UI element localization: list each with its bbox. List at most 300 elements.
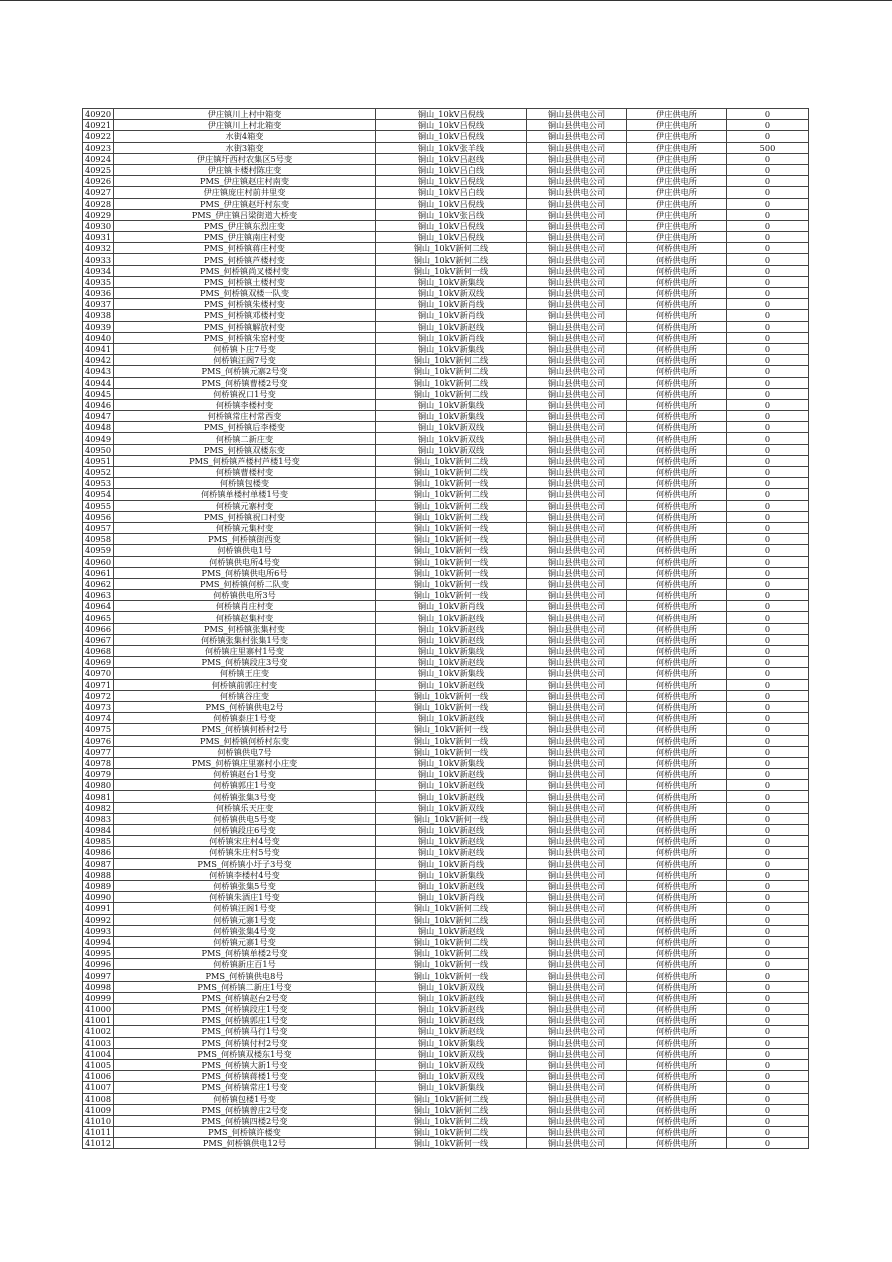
- record-id-cell: 40921: [83, 120, 114, 131]
- record-id-cell: 40971: [83, 679, 114, 690]
- line-name-cell: 铜山_10kV新肖线: [376, 332, 527, 343]
- transformer-name-cell: 何桥镇泰庄1号变: [114, 713, 376, 724]
- table-row: [83, 153, 809, 164]
- record-id-cell: 40973: [83, 701, 114, 712]
- line-name-cell: 铜山_10kV新赵线: [376, 713, 527, 724]
- value-cell: 0: [727, 1048, 809, 1059]
- station-cell: 何桥供电所: [627, 701, 727, 712]
- company-cell: 铜山县供电公司: [527, 780, 627, 791]
- value-cell: 0: [727, 1138, 809, 1149]
- station-cell: 何桥供电所: [627, 959, 727, 970]
- station-cell: 何桥供电所: [627, 444, 727, 455]
- value-cell: 0: [727, 120, 809, 131]
- company-cell: 铜山县供电公司: [527, 1004, 627, 1015]
- line-name-cell: 铜山_10kV新集线: [376, 1082, 527, 1093]
- transformer-name-cell: PMS_何桥镇供电2号: [114, 701, 376, 712]
- transformer-name-cell: 何桥镇朱庄村5号变: [114, 847, 376, 858]
- line-name-cell: 铜山_10kV新何二线: [376, 254, 527, 265]
- line-name-cell: 铜山_10kV新何二线: [376, 1104, 527, 1115]
- line-name-cell: 铜山_10kV新赵线: [376, 847, 527, 858]
- station-cell: 何桥供电所: [627, 813, 727, 824]
- table-row: [83, 623, 809, 634]
- record-id-cell: 41011: [83, 1127, 114, 1138]
- value-cell: 0: [727, 109, 809, 120]
- record-id-cell: 40927: [83, 187, 114, 198]
- line-name-cell: 铜山_10kV新赵线: [376, 1004, 527, 1015]
- record-id-cell: 40936: [83, 288, 114, 299]
- station-cell: 伊庄供电所: [627, 220, 727, 231]
- company-cell: 铜山县供电公司: [527, 746, 627, 757]
- table-row: [83, 444, 809, 455]
- station-cell: 何桥供电所: [627, 388, 727, 399]
- record-id-cell: 40941: [83, 343, 114, 354]
- table-row: [83, 1004, 809, 1015]
- table-row: [83, 668, 809, 679]
- table-row: [83, 590, 809, 601]
- transformer-name-cell: PMS_何桥镇张集村变: [114, 623, 376, 634]
- transformer-name-cell: PMS_何桥镇郭庄1号变: [114, 1015, 376, 1026]
- company-cell: 铜山县供电公司: [527, 1138, 627, 1149]
- company-cell: 铜山县供电公司: [527, 925, 627, 936]
- value-cell: 0: [727, 288, 809, 299]
- company-cell: 铜山县供电公司: [527, 164, 627, 175]
- value-cell: 0: [727, 411, 809, 422]
- line-name-cell: 铜山_10kV新肖线: [376, 892, 527, 903]
- value-cell: 0: [727, 780, 809, 791]
- company-cell: 铜山县供电公司: [527, 511, 627, 522]
- line-name-cell: 铜山_10kV吕倪线: [376, 198, 527, 209]
- transformer-name-cell: 何桥镇汪阁1号变: [114, 903, 376, 914]
- transformer-name-cell: 伊庄镇庞庄村前井里变: [114, 187, 376, 198]
- line-name-cell: 铜山_10kV新何二线: [376, 243, 527, 254]
- station-cell: 何桥供电所: [627, 567, 727, 578]
- table-row: [83, 970, 809, 981]
- transformer-name-cell: PMS_何桥镇蒋楼1号变: [114, 1071, 376, 1082]
- line-name-cell: 铜山_10kV新赵线: [376, 623, 527, 634]
- transformer-name-cell: PMS_何桥镇马行1号变: [114, 1026, 376, 1037]
- line-name-cell: 铜山_10kV新何一线: [376, 970, 527, 981]
- table-row: [83, 769, 809, 780]
- record-id-cell: 40972: [83, 690, 114, 701]
- company-cell: 铜山县供电公司: [527, 355, 627, 366]
- line-name-cell: 铜山_10kV新双线: [376, 1048, 527, 1059]
- transformer-name-cell: PMS_何桥镇段庄3号变: [114, 657, 376, 668]
- company-cell: 铜山县供电公司: [527, 668, 627, 679]
- transformer-name-cell: PMS_何桥镇曹楼2号变: [114, 377, 376, 388]
- line-name-cell: 铜山_10kV新何一线: [376, 522, 527, 533]
- value-cell: 0: [727, 220, 809, 231]
- line-name-cell: 铜山_10kV新双线: [376, 1071, 527, 1082]
- transformer-name-cell: 何桥镇王庄变: [114, 668, 376, 679]
- line-name-cell: 铜山_10kV吕白线: [376, 187, 527, 198]
- table-row: [83, 903, 809, 914]
- transformer-name-cell: PMS_何桥镇芦楼村变: [114, 254, 376, 265]
- company-cell: 铜山县供电公司: [527, 411, 627, 422]
- record-id-cell: 40947: [83, 411, 114, 422]
- station-cell: 何桥供电所: [627, 981, 727, 992]
- line-name-cell: 铜山_10kV新赵线: [376, 836, 527, 847]
- record-id-cell: 40986: [83, 847, 114, 858]
- station-cell: 何桥供电所: [627, 769, 727, 780]
- table-row: [83, 1071, 809, 1082]
- station-cell: 何桥供电所: [627, 578, 727, 589]
- transformer-name-cell: 何桥镇郭庄1号变: [114, 780, 376, 791]
- record-id-cell: 41001: [83, 1015, 114, 1026]
- table-row: [83, 858, 809, 869]
- record-id-cell: 40945: [83, 388, 114, 399]
- table-row: [83, 780, 809, 791]
- station-cell: 伊庄供电所: [627, 109, 727, 120]
- value-cell: 0: [727, 836, 809, 847]
- company-cell: 铜山县供电公司: [527, 567, 627, 578]
- record-id-cell: 40938: [83, 310, 114, 321]
- record-id-cell: 40998: [83, 981, 114, 992]
- record-id-cell: 40939: [83, 321, 114, 332]
- company-cell: 铜山县供电公司: [527, 634, 627, 645]
- transformer-name-cell: 何桥镇供电5号变: [114, 813, 376, 824]
- record-id-cell: 40969: [83, 657, 114, 668]
- line-name-cell: 铜山_10kV新赵线: [376, 612, 527, 623]
- record-id-cell: 40942: [83, 355, 114, 366]
- company-cell: 铜山县供电公司: [527, 813, 627, 824]
- station-cell: 何桥供电所: [627, 556, 727, 567]
- station-cell: 何桥供电所: [627, 735, 727, 746]
- company-cell: 铜山县供电公司: [527, 612, 627, 623]
- company-cell: 铜山县供电公司: [527, 232, 627, 243]
- record-id-cell: 40974: [83, 713, 114, 724]
- table-row: [83, 925, 809, 936]
- line-name-cell: 铜山_10kV新肖线: [376, 601, 527, 612]
- company-cell: 铜山县供电公司: [527, 892, 627, 903]
- line-name-cell: 铜山_10kV新赵线: [376, 880, 527, 891]
- company-cell: 铜山县供电公司: [527, 847, 627, 858]
- line-name-cell: 铜山_10kV吕倪线: [376, 232, 527, 243]
- record-id-cell: 40926: [83, 176, 114, 187]
- station-cell: 何桥供电所: [627, 254, 727, 265]
- transformer-name-cell: PMS_何桥镇许楼变: [114, 1127, 376, 1138]
- table-row: [83, 254, 809, 265]
- line-name-cell: 铜山_10kV新何一线: [376, 690, 527, 701]
- transformer-name-cell: PMS_何桥镇解放村变: [114, 321, 376, 332]
- company-cell: 铜山县供电公司: [527, 713, 627, 724]
- transformer-name-cell: PMS_何桥镇土楼村变: [114, 276, 376, 287]
- data-table: [82, 108, 809, 1149]
- value-cell: 0: [727, 321, 809, 332]
- company-cell: 铜山县供电公司: [527, 590, 627, 601]
- company-cell: 铜山县供电公司: [527, 825, 627, 836]
- transformer-name-cell: 何桥镇常庄村常西变: [114, 411, 376, 422]
- value-cell: 0: [727, 332, 809, 343]
- line-name-cell: 铜山_10kV吕倪线: [376, 109, 527, 120]
- company-cell: 铜山县供电公司: [527, 914, 627, 925]
- table-row: [83, 1026, 809, 1037]
- record-id-cell: 40961: [83, 567, 114, 578]
- record-id-cell: 40967: [83, 634, 114, 645]
- record-id-cell: 41002: [83, 1026, 114, 1037]
- company-cell: 铜山县供电公司: [527, 992, 627, 1003]
- company-cell: 铜山县供电公司: [527, 959, 627, 970]
- station-cell: 何桥供电所: [627, 332, 727, 343]
- station-cell: 何桥供电所: [627, 500, 727, 511]
- station-cell: 伊庄供电所: [627, 153, 727, 164]
- company-cell: 铜山县供电公司: [527, 970, 627, 981]
- company-cell: 铜山县供电公司: [527, 254, 627, 265]
- station-cell: 何桥供电所: [627, 668, 727, 679]
- company-cell: 铜山县供电公司: [527, 1059, 627, 1070]
- table-row: [83, 399, 809, 410]
- table-row: [83, 489, 809, 500]
- value-cell: 0: [727, 254, 809, 265]
- record-id-cell: 40963: [83, 590, 114, 601]
- station-cell: 何桥供电所: [627, 511, 727, 522]
- value-cell: 0: [727, 366, 809, 377]
- value-cell: 0: [727, 265, 809, 276]
- line-name-cell: 铜山_10kV新何二线: [376, 388, 527, 399]
- table-row: [83, 1015, 809, 1026]
- table-row: [83, 299, 809, 310]
- record-id-cell: 40966: [83, 623, 114, 634]
- station-cell: 何桥供电所: [627, 299, 727, 310]
- transformer-name-cell: 何桥镇张集5号变: [114, 880, 376, 891]
- transformer-name-cell: PMS_何桥镇段庄1号变: [114, 1004, 376, 1015]
- station-cell: 何桥供电所: [627, 914, 727, 925]
- value-cell: 0: [727, 299, 809, 310]
- company-cell: 铜山县供电公司: [527, 1127, 627, 1138]
- line-name-cell: 铜山_10kV新何一线: [376, 578, 527, 589]
- value-cell: 0: [727, 813, 809, 824]
- company-cell: 铜山县供电公司: [527, 299, 627, 310]
- record-id-cell: 41004: [83, 1048, 114, 1059]
- line-name-cell: 铜山_10kV新何二线: [376, 366, 527, 377]
- company-cell: 铜山县供电公司: [527, 176, 627, 187]
- table-row: [83, 880, 809, 891]
- value-cell: 0: [727, 1115, 809, 1126]
- station-cell: 何桥供电所: [627, 646, 727, 657]
- line-name-cell: 铜山_10kV新赵线: [376, 657, 527, 668]
- company-cell: 铜山县供电公司: [527, 455, 627, 466]
- record-id-cell: 40996: [83, 959, 114, 970]
- line-name-cell: 铜山_10kV新赵线: [376, 679, 527, 690]
- company-cell: 铜山县供电公司: [527, 1115, 627, 1126]
- company-cell: 铜山县供电公司: [527, 209, 627, 220]
- transformer-name-cell: 水街3箱变: [114, 142, 376, 153]
- value-cell: 0: [727, 1037, 809, 1048]
- transformer-name-cell: 何桥镇宋庄村4号变: [114, 836, 376, 847]
- transformer-name-cell: PMS_何桥镇街西变: [114, 534, 376, 545]
- company-cell: 铜山县供电公司: [527, 791, 627, 802]
- value-cell: 0: [727, 198, 809, 209]
- value-cell: 0: [727, 455, 809, 466]
- line-name-cell: 铜山_10kV新集线: [376, 276, 527, 287]
- station-cell: 何桥供电所: [627, 992, 727, 1003]
- table-row: [83, 657, 809, 668]
- table-row: [83, 679, 809, 690]
- record-id-cell: 40950: [83, 444, 114, 455]
- station-cell: 伊庄供电所: [627, 187, 727, 198]
- value-cell: 0: [727, 802, 809, 813]
- station-cell: 何桥供电所: [627, 791, 727, 802]
- transformer-name-cell: 何桥镇李楼村变: [114, 399, 376, 410]
- table-row: [83, 1104, 809, 1115]
- line-name-cell: 铜山_10kV新集线: [376, 399, 527, 410]
- station-cell: 何桥供电所: [627, 869, 727, 880]
- record-id-cell: 40923: [83, 142, 114, 153]
- station-cell: 何桥供电所: [627, 903, 727, 914]
- company-cell: 铜山县供电公司: [527, 1071, 627, 1082]
- transformer-name-cell: 何桥镇肖庄村变: [114, 601, 376, 612]
- transformer-name-cell: 何桥镇朱酒庄1号变: [114, 892, 376, 903]
- record-id-cell: 40944: [83, 377, 114, 388]
- company-cell: 铜山县供电公司: [527, 578, 627, 589]
- station-cell: 何桥供电所: [627, 478, 727, 489]
- line-name-cell: 铜山_10kV新双线: [376, 433, 527, 444]
- table-row: [83, 992, 809, 1003]
- value-cell: 0: [727, 791, 809, 802]
- station-cell: 何桥供电所: [627, 1127, 727, 1138]
- line-name-cell: 铜山_10kV新何一线: [376, 1138, 527, 1149]
- transformer-name-cell: 何桥镇供电7号: [114, 746, 376, 757]
- value-cell: 0: [727, 590, 809, 601]
- transformer-name-cell: 何桥镇元寨1号变: [114, 936, 376, 947]
- table-row: [83, 556, 809, 567]
- station-cell: 何桥供电所: [627, 321, 727, 332]
- record-id-cell: 40997: [83, 970, 114, 981]
- station-cell: 伊庄供电所: [627, 198, 727, 209]
- transformer-name-cell: 何桥镇乐天庄变: [114, 802, 376, 813]
- company-cell: 铜山县供电公司: [527, 1082, 627, 1093]
- transformer-name-cell: PMS_何桥镇单楼2号变: [114, 948, 376, 959]
- record-id-cell: 40999: [83, 992, 114, 1003]
- line-name-cell: 铜山_10kV新双线: [376, 422, 527, 433]
- table-row: [83, 735, 809, 746]
- station-cell: 何桥供电所: [627, 746, 727, 757]
- value-cell: 0: [727, 869, 809, 880]
- transformer-name-cell: 何桥镇赵集村变: [114, 612, 376, 623]
- value-cell: 0: [727, 578, 809, 589]
- value-cell: 0: [727, 1104, 809, 1115]
- value-cell: 0: [727, 948, 809, 959]
- table-row: [83, 869, 809, 880]
- company-cell: 铜山县供电公司: [527, 388, 627, 399]
- record-id-cell: 40929: [83, 209, 114, 220]
- table-row: [83, 936, 809, 947]
- company-cell: 铜山县供电公司: [527, 1037, 627, 1048]
- station-cell: 伊庄供电所: [627, 164, 727, 175]
- transformer-name-cell: PMS_何桥镇何桥村东变: [114, 735, 376, 746]
- record-id-cell: 40964: [83, 601, 114, 612]
- value-cell: 0: [727, 1026, 809, 1037]
- line-name-cell: 铜山_10kV新赵线: [376, 321, 527, 332]
- value-cell: 0: [727, 914, 809, 925]
- company-cell: 铜山县供电公司: [527, 522, 627, 533]
- station-cell: 何桥供电所: [627, 522, 727, 533]
- transformer-name-cell: PMS_何桥镇双楼东1号变: [114, 1048, 376, 1059]
- company-cell: 铜山县供电公司: [527, 534, 627, 545]
- table-row: [83, 522, 809, 533]
- station-cell: 何桥供电所: [627, 970, 727, 981]
- station-cell: 何桥供电所: [627, 1071, 727, 1082]
- table-row: [83, 646, 809, 657]
- value-cell: 0: [727, 209, 809, 220]
- record-id-cell: 40952: [83, 467, 114, 478]
- value-cell: 0: [727, 724, 809, 735]
- value-cell: 0: [727, 467, 809, 478]
- company-cell: 铜山县供电公司: [527, 802, 627, 813]
- record-id-cell: 40955: [83, 500, 114, 511]
- table-row: [83, 243, 809, 254]
- value-cell: 0: [727, 1071, 809, 1082]
- record-id-cell: 40978: [83, 757, 114, 768]
- value-cell: 0: [727, 679, 809, 690]
- table-row: [83, 310, 809, 321]
- station-cell: 何桥供电所: [627, 757, 727, 768]
- record-id-cell: 40993: [83, 925, 114, 936]
- line-name-cell: 铜山_10kV新何一线: [376, 534, 527, 545]
- station-cell: 何桥供电所: [627, 243, 727, 254]
- transformer-name-cell: 水街4箱变: [114, 131, 376, 142]
- transformer-name-cell: 伊庄镇卡楼村陈庄变: [114, 164, 376, 175]
- table-row: [83, 1037, 809, 1048]
- transformer-name-cell: 伊庄镇圩西村农集区5号变: [114, 153, 376, 164]
- value-cell: 0: [727, 343, 809, 354]
- station-cell: 何桥供电所: [627, 310, 727, 321]
- line-name-cell: 铜山_10kV新双线: [376, 288, 527, 299]
- table-row: [83, 500, 809, 511]
- transformer-name-cell: PMS_何桥镇曾庄2号变: [114, 1104, 376, 1115]
- record-id-cell: 40980: [83, 780, 114, 791]
- company-cell: 铜山县供电公司: [527, 422, 627, 433]
- company-cell: 铜山县供电公司: [527, 489, 627, 500]
- table-row: [83, 892, 809, 903]
- station-cell: 何桥供电所: [627, 276, 727, 287]
- transformer-name-cell: PMS_何桥镇二新庄1号变: [114, 981, 376, 992]
- station-cell: 何桥供电所: [627, 377, 727, 388]
- value-cell: 0: [727, 657, 809, 668]
- transformer-name-cell: 何桥镇供电所4号变: [114, 556, 376, 567]
- value-cell: 500: [727, 142, 809, 153]
- company-cell: 铜山县供电公司: [527, 981, 627, 992]
- value-cell: 0: [727, 612, 809, 623]
- record-id-cell: 40988: [83, 869, 114, 880]
- line-name-cell: 铜山_10kV新何二线: [376, 489, 527, 500]
- record-id-cell: 40981: [83, 791, 114, 802]
- value-cell: 0: [727, 399, 809, 410]
- station-cell: 何桥供电所: [627, 1059, 727, 1070]
- record-id-cell: 40931: [83, 232, 114, 243]
- line-name-cell: 铜山_10kV新集线: [376, 1037, 527, 1048]
- station-cell: 何桥供电所: [627, 1115, 727, 1126]
- value-cell: 0: [727, 164, 809, 175]
- transformer-name-cell: 何桥镇赵台1号变: [114, 769, 376, 780]
- line-name-cell: 铜山_10kV新何一线: [376, 556, 527, 567]
- table-row: [83, 757, 809, 768]
- record-id-cell: 40925: [83, 164, 114, 175]
- value-cell: 0: [727, 858, 809, 869]
- station-cell: 何桥供电所: [627, 545, 727, 556]
- company-cell: 铜山县供电公司: [527, 343, 627, 354]
- value-cell: 0: [727, 534, 809, 545]
- line-name-cell: 铜山_10kV吕倪线: [376, 220, 527, 231]
- record-id-cell: 40951: [83, 455, 114, 466]
- line-name-cell: 铜山_10kV新双线: [376, 802, 527, 813]
- value-cell: 0: [727, 522, 809, 533]
- transformer-name-cell: PMS_何桥镇蒋庄村变: [114, 243, 376, 254]
- table-row: [83, 232, 809, 243]
- station-cell: 何桥供电所: [627, 489, 727, 500]
- transformer-name-cell: 何桥镇汪阁7号变: [114, 355, 376, 366]
- transformer-name-cell: PMS_何桥镇付村2号变: [114, 1037, 376, 1048]
- company-cell: 铜山县供电公司: [527, 1104, 627, 1115]
